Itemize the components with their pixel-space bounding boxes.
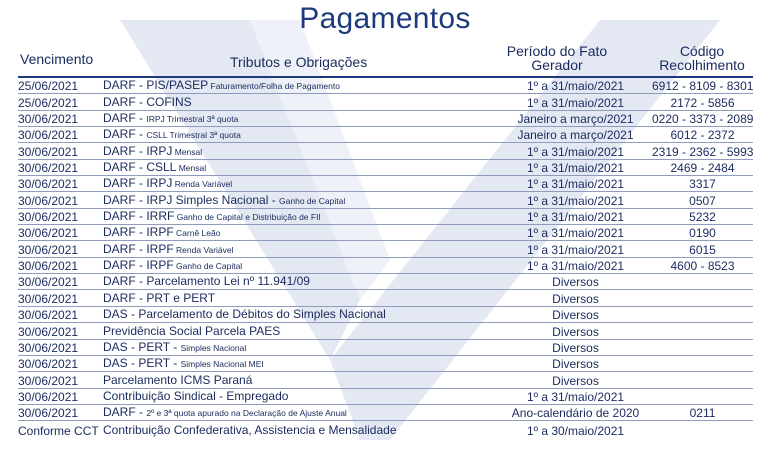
header-periodo [482,44,632,72]
payment-code: 2172 - 5856 [670,96,735,110]
tax-description [103,161,499,175]
payment-code: 0507 [689,194,716,208]
table-row [18,192,753,208]
table-row [18,307,753,323]
payment-code: 6912 - 8109 - 8301 [652,80,753,94]
tax-description [103,96,499,110]
payment-code: 4600 - 8523 [670,260,735,274]
table-row [18,389,753,405]
tax-name: DARF - [103,406,147,420]
period: Diversos [552,341,599,355]
payment-code: 2469 - 2484 [670,162,735,176]
tax-name: DARF - IRPJ [103,177,173,191]
tax-description [103,275,499,289]
header-codigo-line1: Código [679,43,725,59]
header-codigo [648,44,756,72]
header-periodo-line1: Período do Fato [506,43,608,59]
payment-code: 6015 [689,243,716,257]
tax-name: Parcelamento ICMS Paraná [103,373,253,387]
due-date: 30/06/2021 [18,358,79,372]
tax-description [103,128,499,142]
tax-name: DARF - [103,112,147,126]
tax-detail: Ganho de Capital [173,261,243,272]
tax-name: DARF - CSLL [103,161,177,175]
tax-name: DARF - IRPJ [103,144,173,158]
tax-detail: Carnê Leão [173,228,221,239]
table-row [18,209,753,225]
tax-name: DARF - COFINS [103,95,192,109]
table-row [18,405,753,421]
table-row [18,323,753,339]
table-row [18,340,753,356]
page-title: Pagamentos [299,2,471,35]
payment-code: 3317 [689,178,716,192]
payment-code: 6012 - 2372 [670,129,735,143]
due-date: 30/06/2021 [18,211,79,225]
tax-name: DARF - IRPF [103,242,174,256]
tax-name: DAS - Parcelamento de Débitos do Simples Nacional [103,308,386,322]
tax-name: DAS - PERT - [103,357,181,371]
table-row [18,356,753,372]
due-date: 30/06/2021 [18,276,79,290]
tax-description [103,79,499,93]
tax-description [103,292,499,306]
tax-description [103,194,499,208]
due-date: 30/06/2021 [18,145,79,159]
tax-name: DARF - IRPJ Simples Nacional - [103,193,280,207]
due-date: 30/06/2021 [18,390,79,404]
tax-detail: Faturamento/Folha de Pagamento [208,81,340,92]
tax-detail: Ganho de Capital [279,195,346,206]
period: Janeiro a março/2021 [517,129,634,143]
table-row [18,421,753,437]
header-periodo-line2: Gerador [531,57,583,73]
tax-description [103,226,499,240]
period: Diversos [552,276,599,290]
period: Ano-calendário de 2020 [511,407,640,421]
period: 1º a 31/maio/2021 [526,145,625,159]
tax-name: DARF - IRPF [103,259,174,273]
table-row [18,127,753,143]
due-date: 25/06/2021 [18,80,79,94]
tax-detail: IRPJ Trimestral 3ª quota [146,114,239,125]
due-date: 30/06/2021 [18,341,79,355]
table-row [18,176,753,192]
period: 1º a 31/maio/2021 [526,260,625,274]
table-row [18,111,753,127]
tax-description [103,325,499,339]
payment-code: 0211 [689,407,716,421]
tax-description [103,374,499,388]
tax-description [103,357,499,371]
tax-name: Previdência Social Parcela PAES [103,324,281,338]
tax-detail: Simples Nacional MEI [180,359,264,370]
period: 1º a 31/maio/2021 [526,178,625,192]
due-date: 25/06/2021 [18,96,79,110]
due-date: 30/06/2021 [18,113,79,127]
due-date: 30/06/2021 [18,292,79,306]
table-row [18,372,753,388]
tax-description [103,177,499,191]
payment-code: 0220 - 3373 - 2089 [652,113,753,127]
tax-description [103,259,499,273]
due-date: 30/06/2021 [18,178,79,192]
tax-name: DARF - Parcelamento Lei nº 11.941/09 [103,275,310,289]
due-date: 30/06/2021 [18,243,79,257]
due-date: 30/06/2021 [18,162,79,176]
tax-description [103,341,499,355]
due-date: 30/06/2021 [18,325,79,339]
period: Diversos [552,292,599,306]
period: 1º a 31/maio/2021 [526,194,625,208]
table-row [18,225,753,241]
period: 1º a 31/maio/2021 [526,80,625,94]
tax-name: DAS - PERT - [103,340,181,354]
tax-detail: Mensal [172,146,203,157]
payments-table [18,76,753,438]
table-row [18,94,753,110]
tax-description [103,112,499,126]
due-date: 30/06/2021 [18,227,79,241]
table-row [18,143,753,159]
period: Diversos [552,309,599,323]
due-date: 30/06/2021 [18,194,79,208]
period: 1º a 31/maio/2021 [526,390,625,404]
period: Diversos [552,325,599,339]
tax-description [103,243,499,257]
payment-code: 2319 - 2362 - 5993 [652,145,753,159]
due-date: 30/06/2021 [18,129,79,143]
tax-description [103,424,499,438]
tax-name: DARF - IRPF [103,226,174,240]
period: Diversos [552,358,599,372]
period: 1º a 31/maio/2021 [526,227,625,241]
tax-detail: Ganho de Capital e Distribuição de FII [174,212,321,223]
header-tributos: Tributos e Obrigações [230,54,368,70]
payment-code: 5232 [689,211,716,225]
tax-description [103,210,499,224]
tax-name: DARF - IRRF [103,210,175,224]
table-row [18,274,753,290]
tax-detail: CSLL Trimestral 3ª quota [146,130,241,141]
period: 1º a 31/maio/2021 [526,211,625,225]
payment-code: 0190 [689,227,716,241]
header-vencimento: Vencimento [20,51,94,67]
tax-description [103,390,499,404]
tax-detail: Mensal [176,163,207,174]
tax-description [103,406,499,420]
tax-name: Contribuição Confederativa, Assistencia e Mensalidade [103,423,397,437]
tax-detail: Renda Variável [173,244,234,255]
tax-detail: 2º e 3ª quota apurado na Declaração de Ajuste Anual [146,408,347,419]
tax-name: DARF - [103,128,147,142]
tax-detail: Renda Variável [172,179,233,190]
tax-name: DARF - PIS/PASEP [103,79,209,93]
tax-description [103,308,499,322]
due-date: 30/06/2021 [18,374,79,388]
table-row [18,258,753,274]
period: 1º a 31/maio/2021 [526,96,625,110]
period: 1º a 31/maio/2021 [526,162,625,176]
due-date: Conforme CCT [18,424,99,438]
tax-name: Contribuição Sindical - Empregado [103,389,289,403]
period: Janeiro a março/2021 [517,113,634,127]
tax-detail: Simples Nacional [180,342,247,353]
table-row [18,160,753,176]
tax-name: DARF - PRT e PERT [103,291,216,305]
table-row [18,241,753,257]
table-row [18,290,753,306]
period: Diversos [552,374,599,388]
due-date: 30/06/2021 [18,309,79,323]
due-date: 30/06/2021 [18,407,79,421]
table-row [18,78,753,94]
tax-description [103,145,499,159]
period: 1º a 30/maio/2021 [526,424,625,438]
header-codigo-line2: Recolhimento [659,57,745,73]
period: 1º a 31/maio/2021 [526,243,625,257]
due-date: 30/06/2021 [18,260,79,274]
